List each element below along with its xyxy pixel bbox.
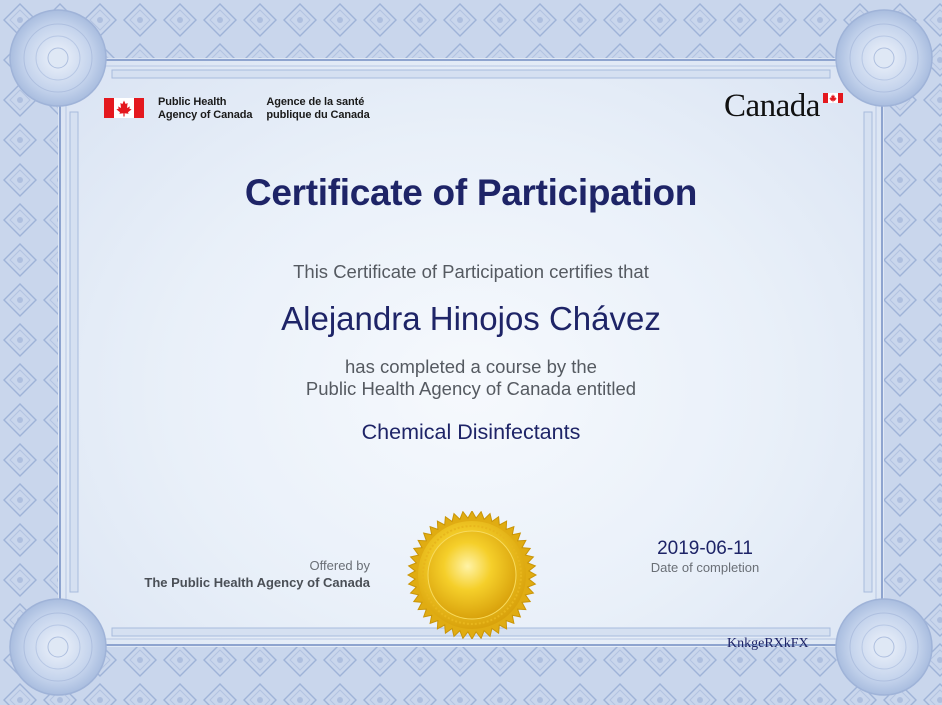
gold-seal-icon [405, 511, 539, 639]
recipient-name: Alejandra Hinojos Chávez [281, 300, 661, 337]
agency-name-fr [266, 96, 369, 122]
canada-wordmark: Canada [724, 88, 820, 124]
completion-date-label: Date of completion [650, 560, 760, 575]
canada-flag-icon [104, 98, 144, 118]
completion-line-2: Public Health Agency of Canada entitled [305, 378, 637, 399]
completion-statement [0, 356, 942, 400]
completion-line-1: has completed a course by the [345, 356, 597, 377]
federal-identity [104, 96, 370, 122]
offered-by-organization: The Public Health Agency of Canada [144, 575, 370, 590]
completion-date-block [650, 538, 760, 576]
wordmark-flag-icon [823, 93, 843, 103]
offered-by-block [144, 558, 370, 591]
agency-name-en [158, 96, 252, 122]
certificate-title: Certificate of Participation [244, 172, 698, 213]
course-title: Chemical Disinfectants [361, 420, 581, 444]
agency-fr-line2: publique du Canada [266, 109, 370, 121]
agency-en-line1: Public Health [158, 96, 227, 108]
agency-fr-line1: Agence de la santé [266, 96, 365, 108]
certifies-text: This Certificate of Participation certifies that [293, 261, 649, 282]
offered-by-label: Offered by [309, 558, 370, 573]
completion-date: 2019-06-11 [657, 538, 753, 559]
verification-code: KnkgeRXkFX [727, 636, 809, 651]
agency-en-line2: Agency of Canada [158, 109, 253, 121]
